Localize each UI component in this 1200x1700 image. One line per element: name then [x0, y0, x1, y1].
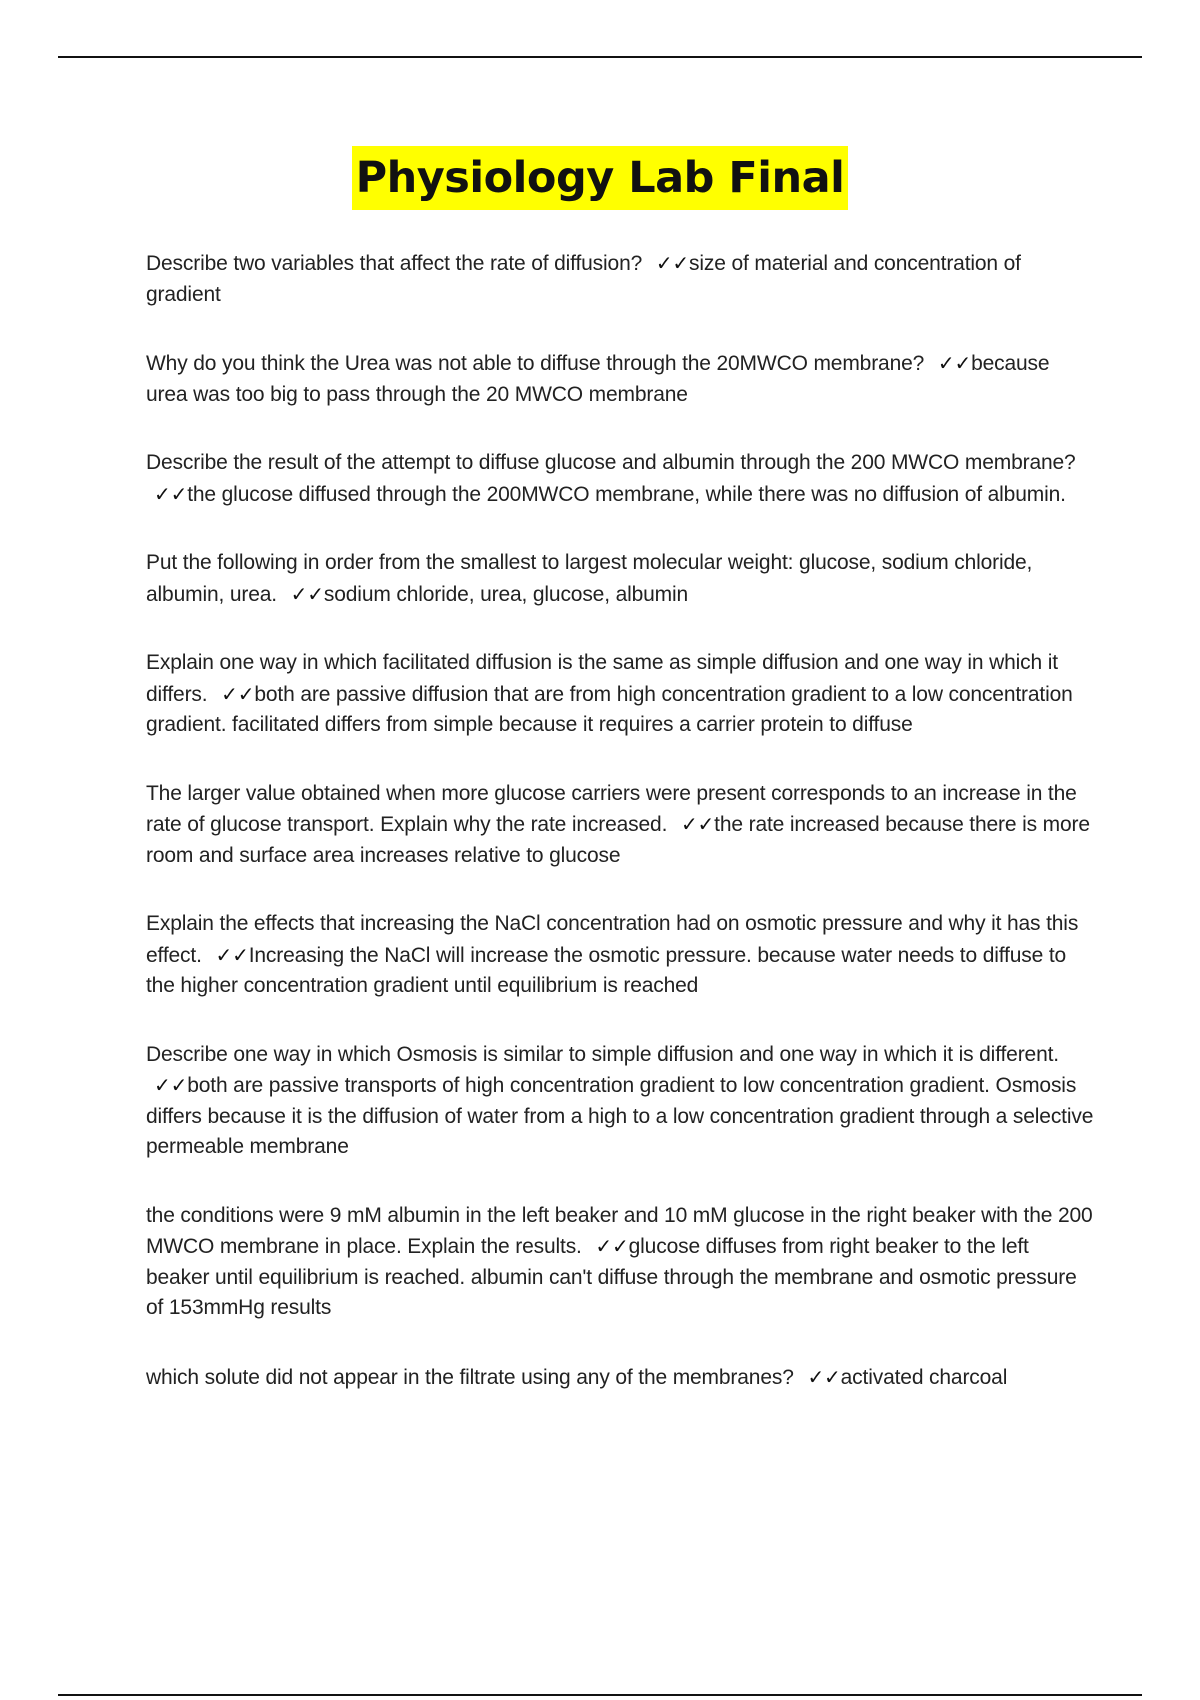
qa-list — [146, 248, 1096, 1431]
question-text: the conditions were 9 mM albumin in the left beaker and 10 mM glucose in the right beaker with the 200 MWCO membrane in place. Explain the results. — [146, 1203, 1093, 1258]
answer-text: activated charcoal — [840, 1365, 1008, 1389]
qa-item — [146, 779, 1096, 872]
qa-item — [146, 1040, 1096, 1163]
title-container — [0, 146, 1200, 210]
qa-item — [146, 909, 1096, 1002]
double-check-icon: ✓✓ — [215, 942, 249, 967]
double-check-icon: ✓✓ — [807, 1364, 841, 1389]
question-text: Describe two variables that affect the rate of diffusion? — [146, 252, 643, 275]
question-text: Put the following in order from the smallest to largest molecular weight: glucose, sodium chloride, albumin, urea. — [146, 551, 1033, 606]
qa-item — [146, 248, 1096, 310]
qa-item — [146, 648, 1096, 741]
double-check-icon: ✓✓ — [154, 1073, 188, 1097]
double-check-icon: ✓✓ — [290, 581, 324, 606]
question-text: Explain the effects that increasing the NaCl concentration had on osmotic pressure and why it has this effect. — [146, 912, 1079, 967]
question-text: The larger value obtained when more glucose carriers were present corresponds to an increase in the rate of glucose transport. Explain why the rate increased. — [146, 781, 1077, 836]
qa-item — [146, 548, 1096, 610]
answer-text: both are passive diffusion that are from high concentration gradient to a low concentration gradient. facilitated differs from simple because it requires a carrier protein to diffuse — [146, 682, 1073, 736]
answer-text: because urea was too big to pass through the 20 MWCO membrane — [146, 352, 1050, 406]
double-check-icon: ✓✓ — [937, 351, 972, 375]
qa-item — [146, 1201, 1096, 1324]
answer-text: sodium chloride, urea, glucose, albumin — [323, 582, 689, 606]
answer-text: the rate increased because there is more room and surface area increases relative to glucose — [146, 813, 1090, 867]
question-text: Explain one way in which facilitated diffusion is the same as simple diffusion and one way in which it differs. — [146, 651, 1058, 706]
answer-text: both are passive transports of high concentration gradient to low concentration gradient. Osmosis differs because it is the diffusion of water from a high to a low concentration gradient through a selective permeable membrane — [146, 1074, 1094, 1158]
double-check-icon: ✓✓ — [595, 1234, 629, 1258]
question-text: which solute did not appear in the filtrate using any of the membranes? — [146, 1365, 794, 1389]
page-title: Physiology Lab Final — [352, 146, 849, 210]
question-text: Describe one way in which Osmosis is similar to simple diffusion and one way in which it is different. — [146, 1042, 1059, 1066]
answer-text: glucose diffuses from right beaker to the left beaker until equilibrium is reached. albumin can't diffuse through the membrane and osmotic pressure of 153mmHg results — [146, 1235, 1077, 1319]
qa-item — [146, 448, 1096, 510]
answer-text: the glucose diffused through the 200MWCO membrane, while there was no diffusion of albumin. — [187, 482, 1066, 506]
double-check-icon: ✓✓ — [655, 251, 690, 275]
double-check-icon: ✓✓ — [680, 812, 715, 836]
bottom-rule — [58, 1694, 1142, 1696]
question-text: Describe the result of the attempt to diffuse glucose and albumin through the 200 MWCO membrane? — [146, 451, 1076, 474]
answer-text: Increasing the NaCl will increase the osmotic pressure. because water needs to diffuse to the higher concentration gradient until equilibrium is reached — [146, 943, 1067, 997]
question-text: Why do you think the Urea was not able to diffuse through the 20MWCO membrane? — [146, 352, 925, 375]
qa-item — [146, 348, 1096, 410]
top-rule — [58, 56, 1142, 58]
answer-text: size of material and concentration of gradient — [146, 252, 1021, 306]
qa-item — [146, 1362, 1096, 1394]
double-check-icon: ✓✓ — [154, 481, 188, 506]
double-check-icon: ✓✓ — [221, 681, 255, 706]
